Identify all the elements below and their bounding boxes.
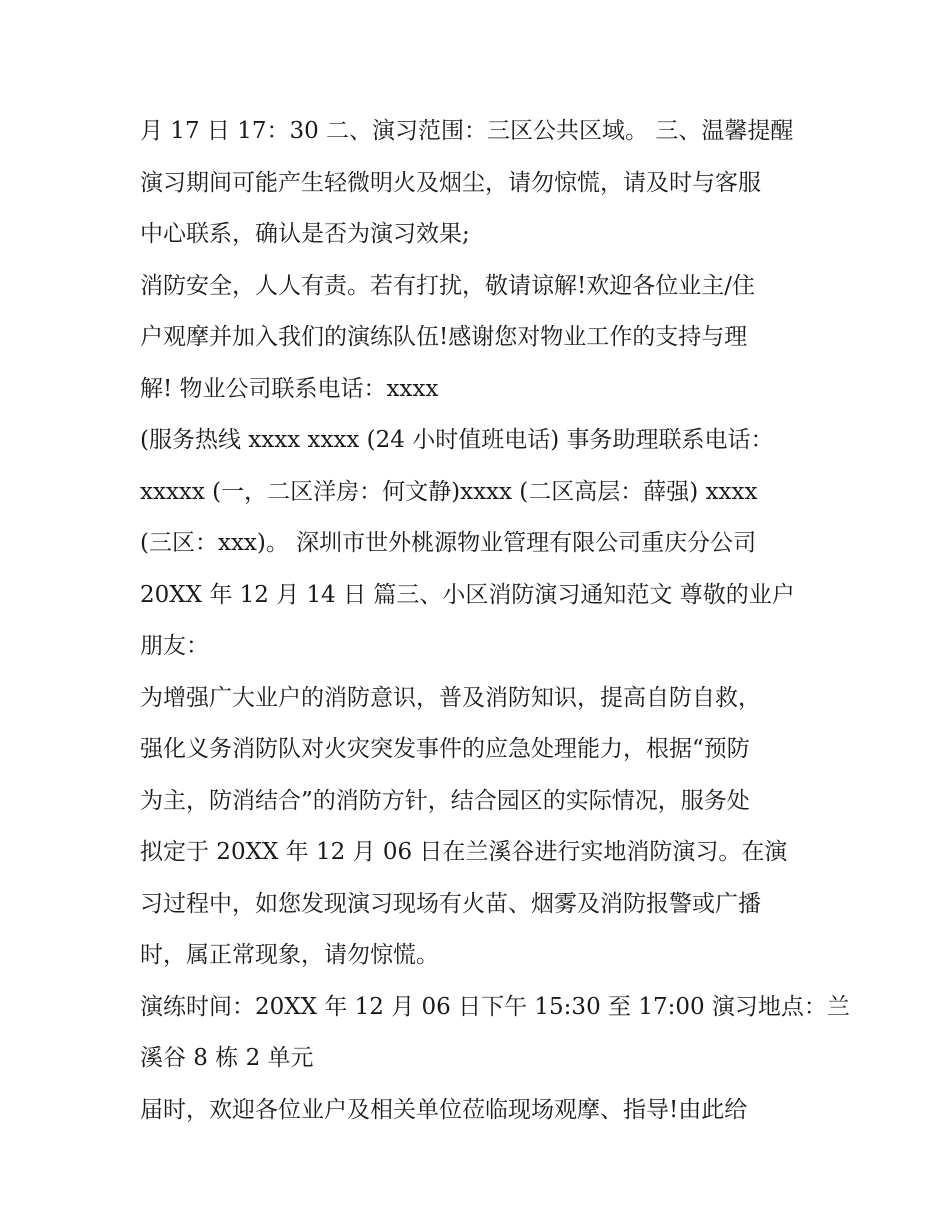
text-line: 中心联系，确认是否为演习效果; [140, 221, 470, 247]
text-line: 拟定于 20XX 年 12 月 06 日在兰溪谷进行实地消防演习。在演 [140, 839, 788, 865]
text-line: (三区：xxx)。 深圳市世外桃源物业管理有限公司重庆分公司 [140, 530, 757, 556]
text-line: 户观摩并加入我们的演练队伍!感谢您对物业工作的支持与理 [140, 324, 748, 350]
text-line: 消防安全，人人有责。若有打扰，敬请谅解!欢迎各位业主/住 [140, 272, 755, 299]
text-line: 习过程中，如您发现演习现场有火苗、烟雾及消防报警或广播 [140, 890, 761, 917]
text-line: 为增强广大业户的消防意识，普及消防知识，提高自防自救， [140, 684, 761, 711]
text-line: 强化义务消防队对火灾突发事件的应急处理能力，根据“预防 [140, 736, 750, 762]
text-line: xxxxx (一，二区洋房：何文静)xxxx (二区高层：薛强) xxxx [140, 478, 758, 505]
text-line: 为主，防消结合”的消防方针，结合园区的实际情况，服务处 [140, 787, 750, 814]
text-line: 演练时间：20XX 年 12 月 06 日下午 15:30 至 17:00 演习地点：兰 [140, 993, 850, 1020]
text-line: 20XX 年 12 月 14 日 篇三、小区消防演习通知范文 尊敬的业户 [140, 581, 795, 608]
text-line: 解! 物业公司联系电话：xxxx [140, 375, 439, 402]
text-line: 时，属正常现象，请勿惊慌。 [140, 942, 439, 968]
text-line: 届时，欢迎各位业户及相关单位莅临现场观摩、指导!由此给 [140, 1096, 748, 1123]
text-line: 月 17 日 17：30 二、演习范围：三区公共区域。 三、温馨提醒 [140, 118, 794, 144]
text-line: 演习期间可能产生轻微明火及烟尘，请勿惊慌，请及时与客服 [140, 169, 761, 196]
text-line: 朋友： [140, 633, 209, 659]
document-body [140, 106, 850, 1136]
text-line: 溪谷 8 栋 2 单元 [140, 1045, 314, 1071]
text-line: (服务热线 xxxx xxxx (24 小时值班电话) 事务助理联系电话： [140, 427, 774, 453]
